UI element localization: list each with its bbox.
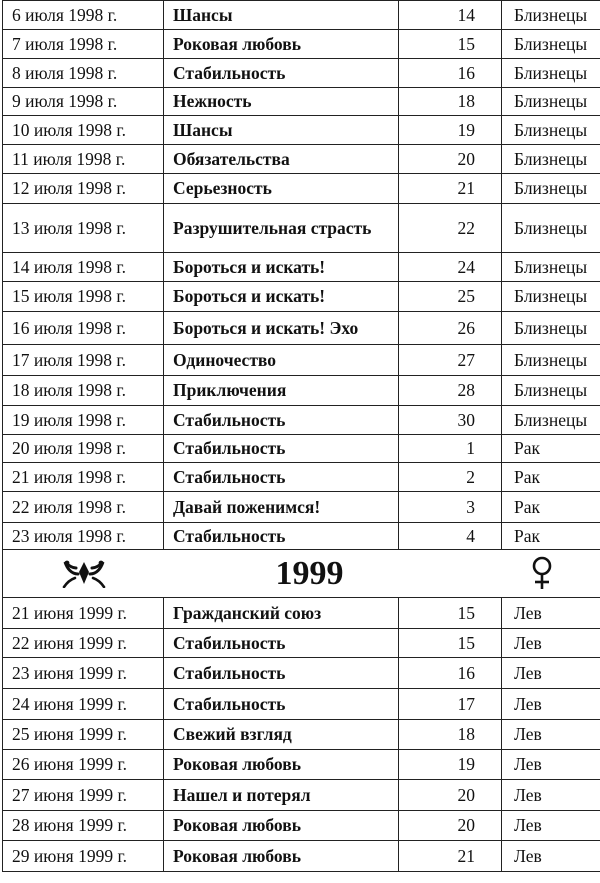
number-cell: 15 (399, 629, 502, 658)
table-section-1999 (3, 598, 600, 872)
zodiac-sign-cell: Лев (502, 689, 600, 720)
zodiac-sign-cell: Лев (502, 811, 600, 841)
calendar-table (2, 0, 600, 872)
date-cell: 12 июля 1998 г. (3, 174, 164, 204)
table-row (3, 689, 600, 720)
name-cell: Свежий взгляд (164, 720, 399, 750)
zodiac-sign-cell: Близнецы (502, 1, 600, 30)
zodiac-sign-cell: Рак (502, 492, 600, 523)
name-cell: Шансы (164, 116, 399, 145)
table-row (3, 345, 600, 376)
zodiac-sign-cell: Близнецы (502, 312, 600, 345)
number-cell: 15 (399, 598, 502, 629)
table-row (3, 59, 600, 88)
number-cell: 15 (399, 30, 502, 59)
number-cell: 4 (399, 523, 502, 550)
zodiac-sign-cell: Лев (502, 841, 600, 872)
zodiac-sign-cell: Лев (502, 780, 600, 811)
table-row (3, 1, 600, 30)
date-cell: 21 июня 1999 г. (3, 598, 164, 629)
date-cell: 15 июля 1998 г. (3, 282, 164, 312)
zodiac-sign-cell: Близнецы (502, 282, 600, 312)
number-cell: 18 (399, 720, 502, 750)
year-header-row (3, 550, 600, 598)
date-cell: 10 июля 1998 г. (3, 116, 164, 145)
date-cell: 25 июня 1999 г. (3, 720, 164, 750)
name-cell: Обязательства (164, 145, 399, 174)
table-row (3, 145, 600, 174)
number-cell: 26 (399, 312, 502, 345)
zodiac-sign-cell: Лев (502, 658, 600, 689)
table-row (3, 841, 600, 872)
table-row (3, 523, 600, 550)
date-cell: 13 июля 1998 г. (3, 204, 164, 253)
name-cell: Серьезность (164, 174, 399, 204)
name-cell: Бороться и искать! Эхо (164, 312, 399, 345)
number-cell: 20 (399, 780, 502, 811)
date-cell: 29 июня 1999 г. (3, 841, 164, 872)
number-cell: 14 (399, 1, 502, 30)
name-cell: Роковая любовь (164, 30, 399, 59)
name-cell: Стабильность (164, 435, 399, 463)
table-row (3, 88, 600, 116)
number-cell: 21 (399, 841, 502, 872)
table-row (3, 629, 600, 658)
year-title: 1999 (275, 555, 344, 592)
year-header-section (3, 550, 600, 598)
date-cell: 8 июля 1998 г. (3, 59, 164, 88)
zodiac-sign-cell: Лев (502, 598, 600, 629)
name-cell: Шансы (164, 1, 399, 30)
table-row (3, 658, 600, 689)
zodiac-sign-cell: Лев (502, 720, 600, 750)
date-cell: 20 июля 1998 г. (3, 435, 164, 463)
table-row (3, 174, 600, 204)
number-cell: 27 (399, 345, 502, 376)
venus-symbol-icon (531, 556, 553, 590)
number-cell: 16 (399, 658, 502, 689)
zodiac-sign-cell: Близнецы (502, 204, 600, 253)
table-row (3, 435, 600, 463)
date-cell: 27 июня 1999 г. (3, 780, 164, 811)
table-row (3, 282, 600, 312)
zodiac-sign-cell: Близнецы (502, 253, 600, 282)
number-cell: 2 (399, 463, 502, 492)
table-row (3, 30, 600, 59)
zodiac-sign-cell: Близнецы (502, 88, 600, 116)
date-cell: 23 июля 1998 г. (3, 523, 164, 550)
table-row (3, 720, 600, 750)
zodiac-sign-cell: Лев (502, 750, 600, 780)
document-page (2, 0, 598, 872)
date-cell: 24 июня 1999 г. (3, 689, 164, 720)
table-row (3, 492, 600, 523)
table-row (3, 204, 600, 253)
name-cell: Бороться и искать! (164, 253, 399, 282)
date-cell: 22 июля 1998 г. (3, 492, 164, 523)
zodiac-sign-cell: Близнецы (502, 145, 600, 174)
table-row (3, 463, 600, 492)
name-cell: Бороться и искать! (164, 282, 399, 312)
name-cell: Стабильность (164, 406, 399, 435)
number-cell: 19 (399, 116, 502, 145)
number-cell: 22 (399, 204, 502, 253)
table-section-1998 (3, 1, 600, 550)
zodiac-sign-cell: Близнецы (502, 116, 600, 145)
date-cell: 7 июля 1998 г. (3, 30, 164, 59)
date-cell: 21 июля 1998 г. (3, 463, 164, 492)
name-cell: Стабильность (164, 59, 399, 88)
number-cell: 21 (399, 174, 502, 204)
name-cell: Стабильность (164, 523, 399, 550)
table-row (3, 780, 600, 811)
table-row (3, 376, 600, 406)
zodiac-sign-cell: Лев (502, 629, 600, 658)
date-cell: 28 июня 1999 г. (3, 811, 164, 841)
table-row (3, 312, 600, 345)
date-cell: 17 июля 1998 г. (3, 345, 164, 376)
year-header-cell (3, 550, 600, 598)
zodiac-sign-cell: Близнецы (502, 345, 600, 376)
zodiac-sign-cell: Близнецы (502, 376, 600, 406)
name-cell: Роковая любовь (164, 841, 399, 872)
date-cell: 26 июня 1999 г. (3, 750, 164, 780)
zodiac-sign-cell: Близнецы (502, 59, 600, 88)
name-cell: Роковая любовь (164, 811, 399, 841)
zodiac-sign-cell: Близнецы (502, 406, 600, 435)
number-cell: 16 (399, 59, 502, 88)
date-cell: 19 июля 1998 г. (3, 406, 164, 435)
name-cell: Гражданский союз (164, 598, 399, 629)
table-row (3, 406, 600, 435)
number-cell: 20 (399, 145, 502, 174)
date-cell: 23 июня 1999 г. (3, 658, 164, 689)
number-cell: 1 (399, 435, 502, 463)
table-row (3, 811, 600, 841)
zodiac-sign-cell: Рак (502, 523, 600, 550)
name-cell: Одиночество (164, 345, 399, 376)
zodiac-sign-cell: Близнецы (502, 174, 600, 204)
name-cell: Стабильность (164, 689, 399, 720)
number-cell: 24 (399, 253, 502, 282)
zodiac-sign-cell: Рак (502, 463, 600, 492)
name-cell: Приключения (164, 376, 399, 406)
number-cell: 19 (399, 750, 502, 780)
name-cell: Нашел и потерял (164, 780, 399, 811)
name-cell: Разрушительная страсть (164, 204, 399, 253)
number-cell: 3 (399, 492, 502, 523)
number-cell: 20 (399, 811, 502, 841)
date-cell: 22 июня 1999 г. (3, 629, 164, 658)
date-cell: 16 июля 1998 г. (3, 312, 164, 345)
table-row (3, 253, 600, 282)
table-row (3, 598, 600, 629)
date-cell: 14 июля 1998 г. (3, 253, 164, 282)
date-cell: 11 июля 1998 г. (3, 145, 164, 174)
name-cell: Стабильность (164, 629, 399, 658)
date-cell: 18 июля 1998 г. (3, 376, 164, 406)
table-row (3, 116, 600, 145)
number-cell: 28 (399, 376, 502, 406)
number-cell: 30 (399, 406, 502, 435)
name-cell: Нежность (164, 88, 399, 116)
number-cell: 18 (399, 88, 502, 116)
number-cell: 25 (399, 282, 502, 312)
number-cell: 17 (399, 689, 502, 720)
date-cell: 6 июля 1998 г. (3, 1, 164, 30)
zodiac-sign-cell: Рак (502, 435, 600, 463)
date-cell: 9 июля 1998 г. (3, 88, 164, 116)
name-cell: Роковая любовь (164, 750, 399, 780)
name-cell: Стабильность (164, 658, 399, 689)
name-cell: Давай поженимся! (164, 492, 399, 523)
name-cell: Стабильность (164, 463, 399, 492)
zodiac-sign-cell: Близнецы (502, 30, 600, 59)
table-row (3, 750, 600, 780)
